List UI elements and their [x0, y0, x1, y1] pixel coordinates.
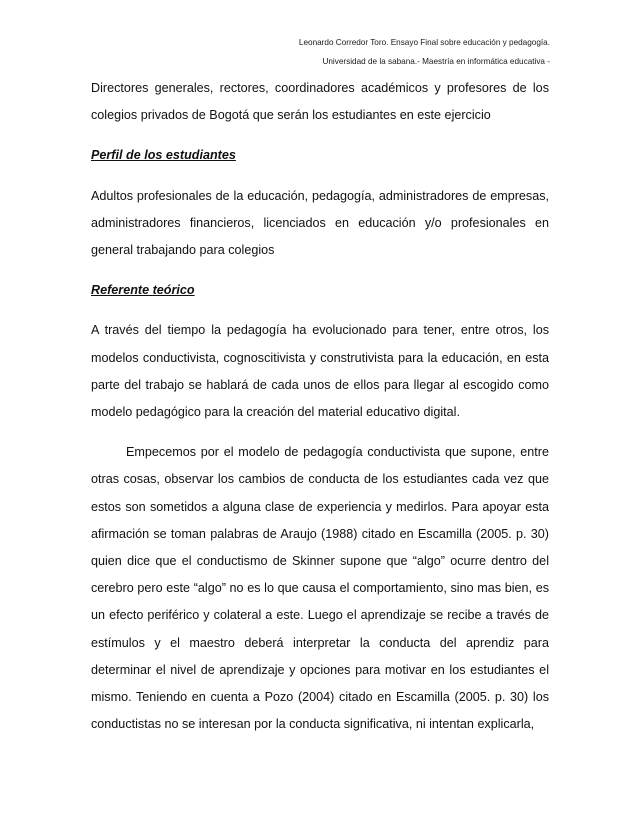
heading-student-profile: Perfil de los estudiantes	[91, 148, 236, 163]
paragraph-conductivism: Empecemos por el modelo de pedagogía conductivista que supone, entre otras cosas, observar los cambios de conducta de los estudiantes cada vez que estos son sometidos a alguna clase de experiencia y medirlos. Para apoyar esta afirmación se toman palabras de Araujo (1988) citado en Escamilla (2005. p. 30) quien dice que el conductismo de Skinner supone que “algo” ocurre dentro del cerebro pero este “algo” no es lo que causa el comportamiento, sino mas bien, es un efecto periférico y colateral a este. Luego el aprendizaje se recibe a través de estímulos y el maestro deberá interpretar la conducta del aprendiz para determinar el nivel de aprendizaje y opciones para motivar en los estudiantes el mismo. Teniendo en cuenta a Pozo (2004) citado en Escamilla (2005. p. 30) los conductistas no se interesan por la conducta significativa, ni intentan explicarla,	[91, 445, 549, 732]
document-body	[91, 75, 549, 738]
header-university-line: Universidad de la sabana.- Maestría en informática educativa -	[322, 57, 550, 66]
spacer	[91, 170, 549, 183]
paragraph-audience: Directores generales, rectores, coordinadores académicos y profesores de los colegios privados de Bogotá que serán los estudiantes en este ejercicio	[91, 81, 549, 123]
spacer	[91, 304, 549, 317]
paragraph-pedagogy-models: A través del tiempo la pedagogía ha evolucionado para tener, entre otros, los modelos conductivista, cognoscitivista y construtivista para la educación, en esta parte del trabajo se hablará de cada unos de ellos para llegar al escogido como modelo pedagógico para la creación del material educativo digital.	[91, 323, 549, 420]
paragraph-student-profile: Adultos profesionales de la educación, pedagogía, administradores de empresas, administradores financieros, licenciados en educación y/o profesionales en general trabajando para colegios	[91, 188, 549, 258]
header-author-line: Leonardo Corredor Toro. Ensayo Final sobre educación y pedagogía.	[298, 38, 550, 47]
spacer	[91, 129, 549, 142]
spacer	[91, 426, 549, 439]
heading-theoretical-reference: Referente teórico	[91, 283, 195, 298]
running-header	[299, 33, 550, 71]
spacer	[91, 264, 549, 277]
